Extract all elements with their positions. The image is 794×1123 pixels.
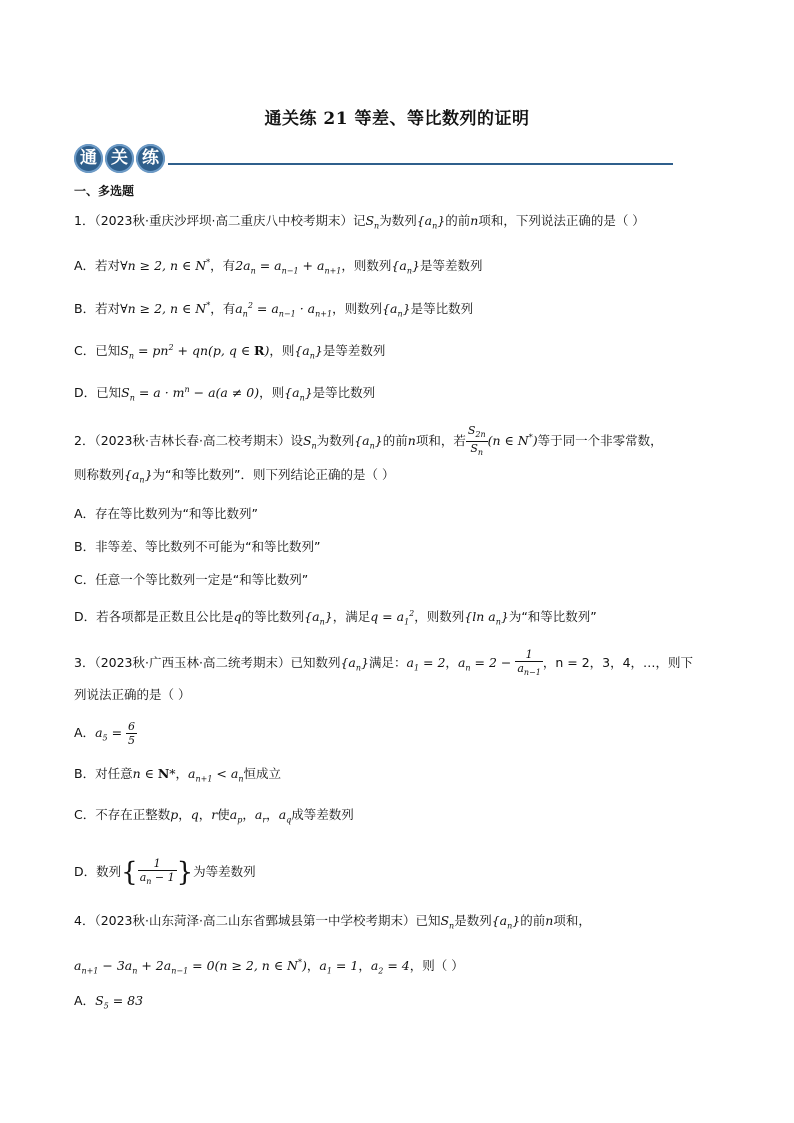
header-divider xyxy=(168,163,673,165)
q2-stem-cont: 则称数列$\{a_n\}$为“和等比数列”．则下列结论正确的是（ ） xyxy=(74,467,395,485)
q3-stem: 3．（2023秋·广西玉林·高二统考期末）已知数列$\{a_n\}$满足：$a_1 = 2$，$a_n = 2$ − $\frac{1}{a_{n-1}}$ ，n = 2，3，4，…，则下 xyxy=(74,648,694,678)
section-heading: 一、多选题 xyxy=(74,184,135,198)
q2-option-a: A．存在等比数列为“和等比数列” xyxy=(74,506,259,521)
badge-char-1: 通 xyxy=(74,144,103,173)
q4-option-a: A．$S_5 = 83$ xyxy=(74,993,144,1011)
q3-option-d: D．数列{ $\frac{1}{a_n - 1}$ }为等差数列 xyxy=(74,857,256,888)
page-title: 通关练 21 等差、等比数列的证明 xyxy=(264,109,530,129)
badge-char-2: 关 xyxy=(105,144,134,173)
q1-option-b: B．若对∀n ≥ 2, n ∈ N*，有$a_n^2 = a_{n-1} \cdot a_{n+1}$，则数列$\{a_n\}$是等比数列 xyxy=(74,301,474,319)
q1-option-d: D．已知$S_n = a \cdot m^n - a(a \ne 0)$，则$\{a_n\}$是等比数列 xyxy=(74,385,376,403)
q3-option-c: C．不存在正整数p，q，r使$a_p$，$a_r$，$a_q$成等差数列 xyxy=(74,807,354,825)
q1-option-a: A．若对∀n ≥ 2, n ∈ N*，有$2a_n = a_{n-1} + a_{n+1}$，则数列$\{a_n\}$是等差数列 xyxy=(74,258,483,276)
badge-char-3: 练 xyxy=(136,144,165,173)
q3-stem-cont: 列说法正确的是（ ） xyxy=(74,687,191,702)
q1-option-c: C．已知$S_n = pn^2 + qn(p$, q ∈ R)，则$\{a_n\}$是等差数列 xyxy=(74,343,386,361)
q3-option-b: B．对任意n ∈ N*，$a_{n+1} < a_n$恒成立 xyxy=(74,766,281,784)
q3-option-a: A．$a_5$ = $\frac{6}{5}$ xyxy=(74,720,136,747)
section-badge xyxy=(74,144,167,176)
q2-option-c: C．任意一个等比数列一定是“和等比数列” xyxy=(74,572,309,587)
q4-stem-cont: $a_{n+1} - 3a_n + 2a_{n-1} = 0(n \ge 2$, n ∈ N*)，$a_1 = 1$，$a_2 = 4$，则（ ） xyxy=(74,958,464,976)
q2-option-d: D．若各项都是正数且公比是q的等比数列$\{a_n\}$，满足$q = a_1^2$，则数列{ln $a_n$}为“和等比数列” xyxy=(74,609,597,627)
q2-option-b: B．非等差、等比数列不可能为“和等比数列” xyxy=(74,539,321,554)
q1-stem: 1．（2023秋·重庆沙坪坝·高二重庆八中校考期末）记$S_n$为数列$\{a_n\}$的前n项和，下列说法正确的是（ ） xyxy=(74,213,645,231)
q4-stem: 4．（2023秋·山东菏泽·高二山东省鄄城县第一中学校考期末）已知$S_n$是数列$\{a_n\}$的前n项和， xyxy=(74,913,591,931)
q2-stem: 2．（2023秋·吉林长春·高二校考期末）设$S_n$为数列$\{a_n\}$的前n项和，若 $\frac{S_{2n}}{S_n}$ (n ∈ N*)等于同一个非零常数， xyxy=(74,424,663,458)
